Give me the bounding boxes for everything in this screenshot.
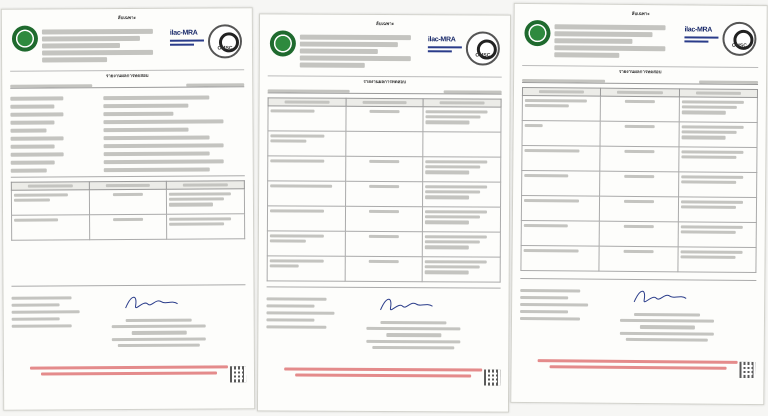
results-table	[267, 97, 502, 282]
table-row	[522, 120, 757, 147]
table-row	[267, 231, 500, 257]
page-footer	[266, 364, 500, 405]
reference-row	[522, 76, 758, 85]
page-footer	[12, 362, 246, 403]
report-title: รายงานผลการทดสอบ	[105, 72, 149, 79]
ilac-mra-logo: ilac-MRA	[428, 35, 462, 61]
table-row	[521, 195, 756, 222]
lab-address	[554, 22, 684, 60]
results-table	[11, 180, 245, 240]
page-footer	[519, 356, 755, 398]
report-title: รายงานผลการทดสอบ	[363, 78, 407, 85]
page-header	[10, 14, 244, 71]
table-row	[268, 181, 501, 207]
ilac-mra-logo: ilac-MRA	[170, 29, 204, 55]
results-table	[520, 87, 758, 273]
confidential-label: ลับเฉพาะ	[631, 10, 650, 17]
report-page-2	[257, 13, 511, 412]
report-page-3	[510, 3, 767, 405]
page-header	[522, 10, 758, 68]
signature-icon	[122, 292, 182, 314]
lab-address	[42, 27, 172, 65]
lab-address	[300, 33, 430, 71]
omsc-cert-logo: OMSC	[208, 24, 242, 58]
table-row	[521, 220, 756, 247]
table-row	[522, 170, 757, 197]
confidential-label: ลับเฉพาะ	[375, 20, 395, 27]
government-seal-icon	[270, 30, 296, 56]
signature-block	[520, 278, 757, 350]
table-row	[11, 189, 244, 215]
qr-code-icon	[739, 362, 755, 378]
table-row	[268, 156, 501, 182]
confidential-label: ลับเฉพาะ	[117, 14, 136, 21]
accreditation-logos	[428, 31, 500, 67]
table-row	[521, 245, 756, 272]
table-row	[268, 131, 501, 157]
qr-code-icon	[230, 366, 246, 382]
table-row	[522, 145, 757, 172]
reference-row	[268, 86, 502, 94]
omsc-cert-logo: OMSC	[466, 31, 500, 65]
signature-block	[11, 284, 245, 355]
table-row	[522, 95, 757, 122]
table-row	[268, 106, 501, 132]
signature-icon	[630, 286, 690, 309]
sample-info	[10, 91, 245, 177]
report-page-1	[1, 7, 255, 411]
government-seal-icon	[524, 20, 550, 46]
government-seal-icon	[12, 26, 38, 52]
reference-row	[10, 80, 244, 88]
table-row	[12, 214, 245, 240]
ilac-mra-logo: ilac-MRA	[684, 25, 718, 51]
table-row	[267, 206, 500, 232]
page-header	[268, 20, 502, 77]
signature-block	[266, 286, 500, 357]
accreditation-logos	[170, 24, 242, 60]
signature-icon	[376, 294, 436, 316]
table-row	[267, 256, 500, 282]
accreditation-logos	[684, 21, 756, 58]
report-title: รายงานผลการทดสอบ	[618, 68, 662, 75]
omsc-cert-logo: OMSC	[722, 22, 756, 56]
qr-code-icon	[484, 370, 500, 386]
